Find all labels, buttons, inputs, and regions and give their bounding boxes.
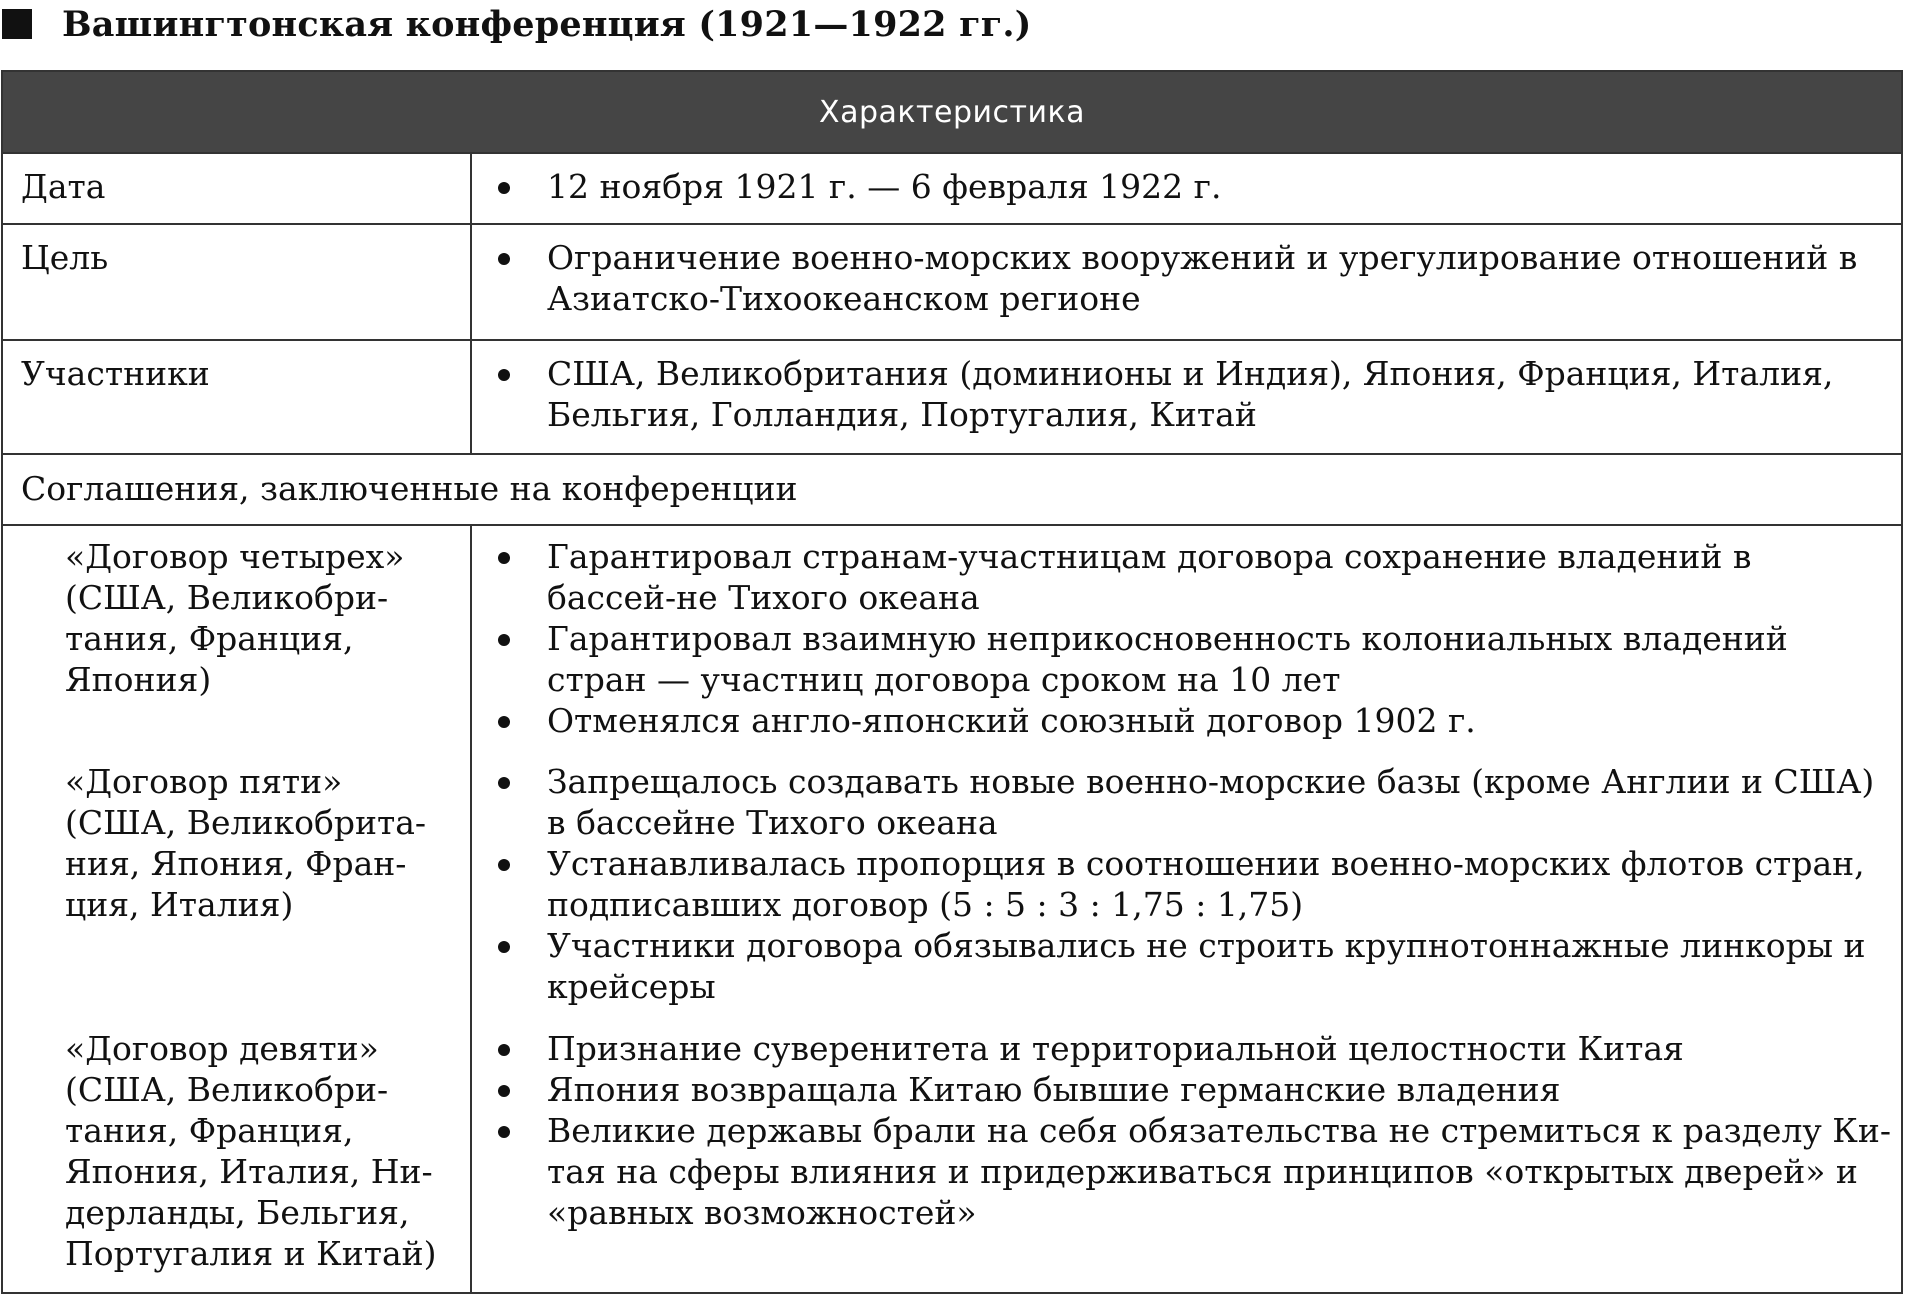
table-row-date [2, 153, 1902, 224]
treaty-nine-provisions [472, 1028, 1901, 1278]
bullet-icon [498, 777, 510, 789]
list-item [492, 1110, 1891, 1233]
treaty-five-name-block [3, 761, 470, 1028]
treaty-four-provisions [472, 526, 1901, 761]
list-item-text: Признание суверенитета и территориальной целостности Китая [547, 1029, 1684, 1068]
table-row-agreements-heading [2, 454, 1902, 525]
table-row-goal [2, 224, 1902, 340]
list-item [492, 237, 1891, 319]
table-row-treaties [2, 525, 1902, 1293]
agreements-heading: Соглашения, заключенные на конференции [2, 454, 1902, 525]
list-item-text: Ограничение военно-морских вооружений и урегулирование отношений в Азиатско-Тихоокеанском регионе [547, 238, 1858, 318]
table-header: Характеристика [2, 71, 1902, 153]
page-title: Вашингтонская конференция (1921—1922 гг.) [62, 3, 1032, 45]
document-heading [0, 0, 1032, 48]
list-item-text: Запрещалось создавать новые военно-морские базы (кроме Англии и США) в бассейне Тихого океана [547, 762, 1875, 842]
bullet-icon [498, 552, 510, 564]
row-label-date: Дата [2, 153, 471, 224]
list-item-text: 12 ноября 1921 г. — 6 февраля 1922 г. [547, 167, 1222, 206]
treaty-names-column [2, 525, 471, 1293]
row-label-goal: Цель [2, 224, 471, 340]
list-item [492, 1028, 1891, 1069]
list-item [492, 1069, 1891, 1110]
treaty-provisions-column [471, 525, 1902, 1293]
list-item [492, 761, 1891, 843]
list-item-text: Япония возвращала Китаю бывшие германские владения [547, 1070, 1561, 1109]
list-item [492, 166, 1891, 207]
list-item-text: США, Великобритания (доминионы и Индия), Япония, Франция, Италия, Бельгия, Голландия, Португалия, Китай [547, 354, 1834, 434]
list-item [492, 536, 1891, 618]
row-content-goal [471, 224, 1902, 340]
treaty-four-name-block [3, 526, 470, 761]
row-content-date [471, 153, 1902, 224]
list-item [492, 925, 1891, 1007]
bullet-icon [498, 1085, 510, 1097]
row-content-participants [471, 340, 1902, 454]
treaty-nine-name-block [3, 1028, 470, 1278]
bullet-icon [498, 634, 510, 646]
list-item-text: Устанавливалась пропорция в соотношении военно-морских флотов стран, подписавших договор (5 : 5 : 3 : 1,75 : 1,75) [547, 844, 1865, 924]
list-item-text: Великие державы брали на себя обязательства не стремиться к разделу Ки-тая на сферы влияния и придерживаться принципов «открытых дверей» и «равных возможностей» [547, 1111, 1891, 1232]
bullet-icon [498, 253, 510, 265]
heading-square-marker [2, 9, 32, 39]
bullet-icon [498, 941, 510, 953]
list-item [492, 700, 1891, 741]
treaty-four-name: «Договор четырех» (США, Великобри- тания, Франция, Япония) [65, 537, 405, 699]
list-item [492, 843, 1891, 925]
list-item-text: Гарантировал странам-участницам договора сохранение владений в бассей-не Тихого океана [547, 537, 1752, 617]
list-item [492, 618, 1891, 700]
conference-table [1, 70, 1903, 1294]
list-item-text: Гарантировал взаимную неприкосновенность колониальных владений стран — участниц договора сроком на 10 лет [547, 619, 1788, 699]
bullet-icon [498, 1044, 510, 1056]
list-item [492, 353, 1891, 435]
bullet-icon [498, 716, 510, 728]
list-item-text: Участники договора обязывались не строить крупнотоннажные линкоры и крейсеры [547, 926, 1866, 1006]
treaty-five-provisions [472, 761, 1901, 1028]
treaty-nine-name: «Договор девяти» (США, Великобри- тания, Франция, Япония, Италия, Ни- дерланды, Бельгия, Португалия и Китай) [65, 1029, 437, 1273]
bullet-icon [498, 1126, 510, 1138]
treaty-five-name: «Договор пяти» (США, Великобрита- ния, Япония, Фран- ция, Италия) [65, 762, 427, 924]
row-label-participants: Участники [2, 340, 471, 454]
list-item-text: Отменялся англо-японский союзный договор 1902 г. [547, 701, 1476, 740]
bullet-icon [498, 859, 510, 871]
bullet-icon [498, 369, 510, 381]
bullet-icon [498, 182, 510, 194]
table-row-participants [2, 340, 1902, 454]
